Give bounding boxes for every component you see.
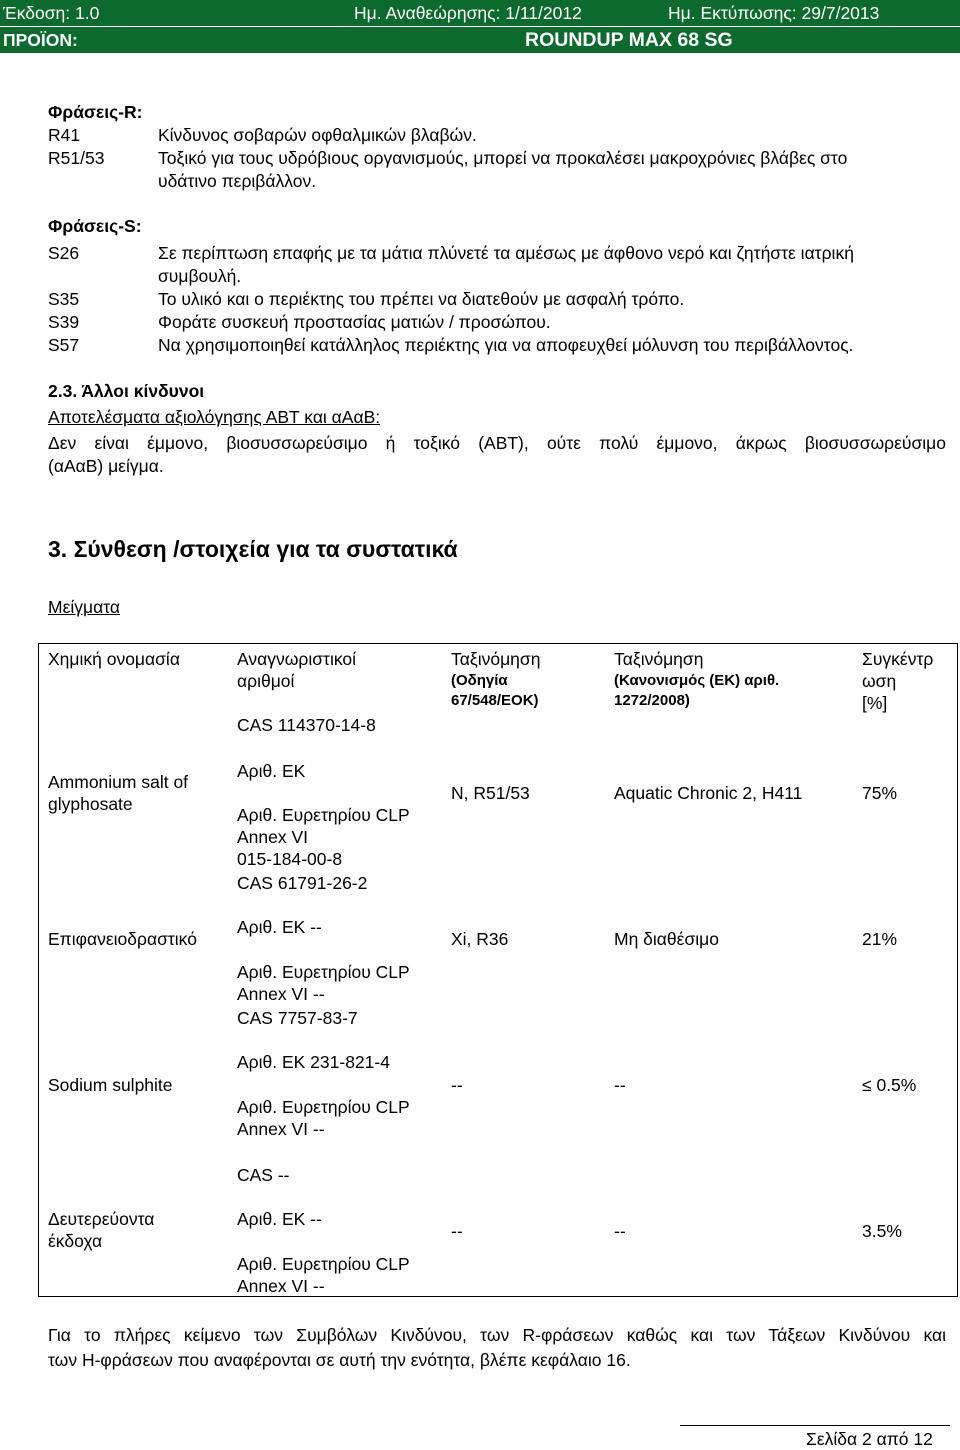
header-info-bar [0,0,960,26]
cas-number: CAS 61791-26-2 [237,873,368,893]
s-phrase-text: Να χρησιμοποιηθεί κατάλληλος περιέκτης για να αποφευχθεί μόλυνση του περιβάλλοντος. [158,335,854,355]
r-phrase-text-cont: υδάτινο περιβάλλον. [158,171,317,191]
clp-annex: Annex VI [237,827,309,847]
cas-number: CAS 7757-83-7 [237,1008,358,1028]
clp-index-label: Αριθ. Ευρετηρίου CLP [237,962,410,982]
r-phrase-text: Τοξικό για τους υδρόβιους οργανισμούς, μπορεί να προκαλέσει μακροχρόνιες βλάβες στο [158,148,848,168]
print-date: Ημ. Εκτύπωσης: 29/7/2013 [668,3,880,23]
col-header-class-regulation: Ταξινόμηση [614,649,704,669]
ec-number: Αριθ. ΕΚ -- [237,917,322,937]
cas-number: CAS -- [237,1165,290,1185]
page-number: Σελίδα 2 από 12 [806,1429,933,1449]
s-phrases-title: Φράσεις-S: [48,216,142,236]
clp-annex: Annex VI -- [237,1119,325,1139]
r-phrases-title: Φράσεις-R: [48,102,143,122]
col-header-identifiers: Αναγνωριστικοί [237,649,356,669]
ec-number: Αριθ. ΕΚ [237,761,306,781]
ec-number: Αριθ. ΕΚ 231-821-4 [237,1052,390,1072]
chemical-name-2: έκδοχα [48,1231,103,1251]
clp-index-label: Αριθ. Ευρετηρίου CLP [237,805,410,825]
mixtures-heading: Μείγματα [48,597,120,617]
chemical-name: Ammonium salt of [48,772,189,792]
edition-label: Έκδοση: 1.0 [3,3,100,23]
class-directive-value: -- [451,1221,463,1241]
pbt-text-line1: Δεν είναι έμμονο, βιοσυσσωρεύσιμο ή τοξικό (ΑΒΤ), ούτε πολύ έμμονο, άκρως βιοσυσσωρεύσιμο [48,433,946,453]
r-phrase-text: Κίνδυνος σοβαρών οφθαλμικών βλαβών. [158,125,477,145]
concentration-value: 21% [862,929,898,949]
class-regulation-value: -- [614,1075,626,1095]
class-directive-value: -- [451,1075,463,1095]
s-phrase-text: Σε περίπτωση επαφής με τα μάτια πλύνετέ τα αμέσως με άφθονο νερό και ζητήστε ιατρική [158,243,854,263]
chemical-name: Επιφανειοδραστικό [48,929,197,949]
pbt-subtitle: Αποτελέσματα αξιολόγησης ΑΒΤ και αΑαΒ: [48,407,381,427]
note-line2: των H-φράσεων που αναφέρονται σε αυτή την ενότητα, βλέπε κεφάλαιο 16. [48,1350,631,1370]
col-header-concentration: Συγκέντρ [862,649,934,669]
s-phrase-text: Το υλικό και ο περιέκτης του πρέπει να διατεθούν με ασφαλή τρόπο. [158,289,685,309]
section-2-3-title: 2.3. Άλλοι κίνδυνοι [48,381,205,401]
concentration-value: 75% [862,783,898,803]
s-phrase-code: S35 [48,289,80,309]
pbt-text-line2: (αΑαΒ) μείγμα. [48,456,164,476]
s-phrase-text-cont: συμβουλή. [158,266,242,286]
col-header-class-regulation-sub2: 1272/2008) [614,692,690,709]
class-regulation-value: Aquatic Chronic 2, H411 [614,783,803,803]
composition-table [38,643,958,1297]
col-header-class-directive: Ταξινόμηση [451,649,541,669]
concentration-value: 3.5% [862,1221,902,1241]
class-directive-value: N, R51/53 [451,783,530,803]
product-label: ΠΡΟΪΟΝ: [3,30,78,50]
ec-number: Αριθ. ΕΚ -- [237,1209,322,1229]
header-product-bar [0,27,960,53]
note-line1: Για το πλήρες κείμενο των Συμβόλων Κινδύνου, των R-φράσεων καθώς και των Τάξεων Κινδύνου και [48,1325,946,1345]
col-header-class-regulation-sub1: (Κανονισμός (ΕΚ) αριθ. [614,672,780,689]
clp-index-label: Αριθ. Ευρετηρίου CLP [237,1097,410,1117]
s-phrase-text: Φοράτε συσκευή προστασίας ματιών / προσώπου. [158,312,551,332]
clp-index-label: Αριθ. Ευρετηρίου CLP [237,1254,410,1274]
class-regulation-value: Μη διαθέσιμο [614,929,719,949]
col-header-class-directive-sub1: (Οδηγία [451,672,508,689]
r-phrase-code: R51/53 [48,148,105,168]
col-header-concentration-3: [%] [862,693,888,713]
s-phrase-code: S26 [48,243,80,263]
clp-annex: Annex VI -- [237,984,325,1004]
col-header-identifiers-2: αριθμοί [237,671,295,691]
r-phrase-code: R41 [48,125,81,145]
product-name: ROUNDUP MAX 68 SG [525,29,733,51]
clp-index-number: 015-184-00-8 [237,849,343,869]
concentration-value: ≤ 0.5% [862,1075,917,1095]
col-header-chemical-name: Χημική ονομασία [48,649,180,669]
footer-divider [680,1425,950,1426]
s-phrase-code: S57 [48,335,80,355]
chemical-name: Sodium sulphite [48,1075,173,1095]
chemical-name-2: glyphosate [48,794,133,814]
revision-date: Ημ. Αναθεώρησης: 1/11/2012 [354,3,582,23]
class-directive-value: Xi, R36 [451,929,509,949]
clp-annex: Annex VI -- [237,1276,325,1296]
section-3-title: 3. Σύνθεση /στοιχεία για τα συστατικά [48,536,458,562]
col-header-concentration-2: ωση [862,671,897,691]
cas-number: CAS 114370-14-8 [237,715,376,735]
col-header-class-directive-sub2: 67/548/ΕΟΚ) [451,692,539,709]
s-phrase-code: S39 [48,312,80,332]
class-regulation-value: -- [614,1221,626,1241]
chemical-name: Δευτερεύοντα [48,1209,155,1229]
